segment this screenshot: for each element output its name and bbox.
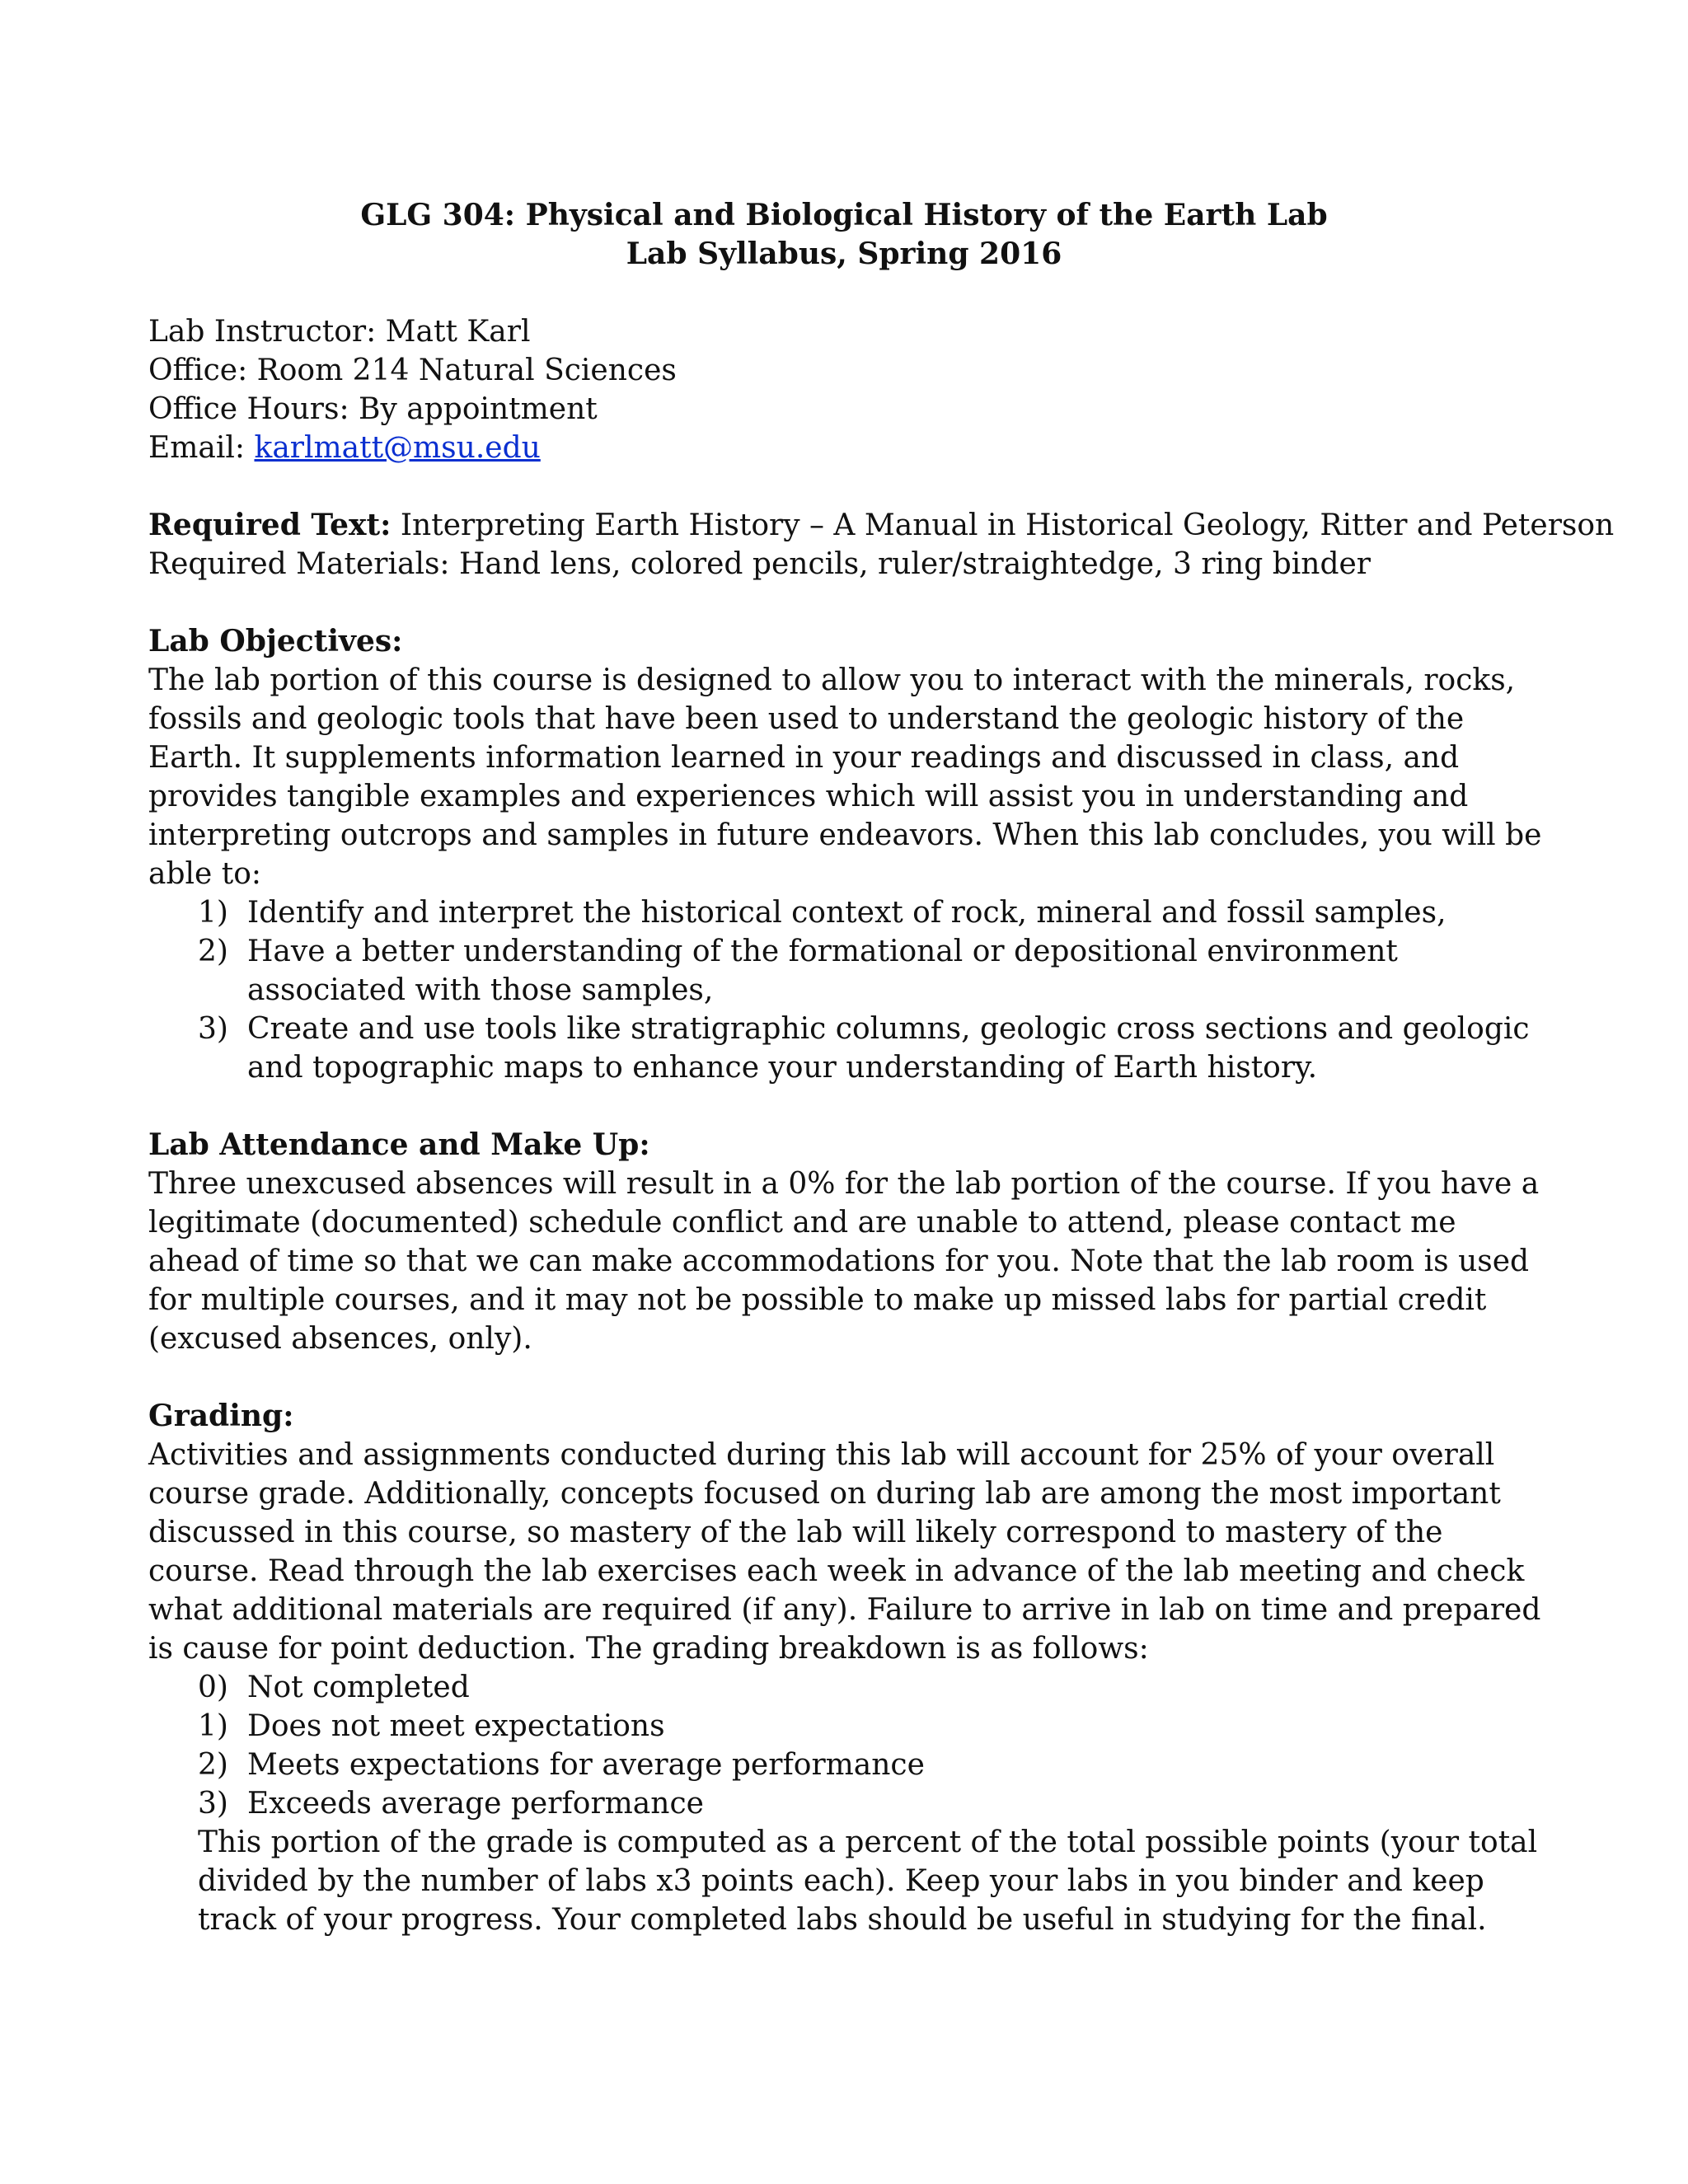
list-text: Create and use tools like stratigraphic columns, geologic cross sections and geologic and topographic maps to enhance your understanding of Earth history.	[247, 1012, 1530, 1085]
attendance-section	[148, 1126, 1550, 1358]
email-link[interactable]: karlmatt@msu.edu	[254, 431, 541, 465]
list-text: Exceeds average performance	[247, 1787, 704, 1821]
office-hours-line: Office Hours: By appointment	[148, 392, 598, 426]
instructor-line: Lab Instructor: Matt Karl	[148, 315, 531, 349]
objectives-paragraph: The lab portion of this course is designed to allow you to interact with the minerals, rocks, fossils and geologic tools that have been used to understand the geologic history of the Earth. It supplements information learned in your readings and discussed in class, and provides tangible examples and experiences which will assist you in understanding and interpreting outcrops and samples in future endeavors. When this lab concludes, you will be able to:	[148, 663, 1542, 891]
list-number: 1)	[198, 896, 228, 930]
list-item	[148, 1707, 1550, 1746]
list-text: Meets expectations for average performance	[247, 1748, 925, 1782]
list-text: Not completed	[247, 1671, 470, 1704]
required-text-label: Required Text:	[148, 508, 392, 542]
list-number: 0)	[198, 1671, 228, 1704]
email-label: Email:	[148, 431, 246, 465]
required-text-line	[148, 506, 1615, 545]
list-item	[148, 1668, 1550, 1707]
attendance-paragraph: Three unexcused absences will result in a 0% for the lab portion of the course. If you have a legitimate (documented) schedule conflict and are unable to attend, please contact me ahead of time so that we can make accommodations for you. Note that the lab room is used for multiple courses, and it may not be possible to make up missed labs for partial credit (excused absences, only).	[148, 1167, 1540, 1356]
grading-list	[148, 1668, 1550, 1823]
objectives-section	[148, 622, 1550, 1087]
objectives-list	[148, 893, 1550, 1087]
list-number: 2)	[198, 1748, 228, 1782]
list-number: 2)	[198, 935, 228, 968]
grading-section	[148, 1397, 1550, 1939]
required-text-value: Interpreting Earth History – A Manual in Historical Geology, Ritter and Peterson	[391, 509, 1615, 542]
list-item	[148, 1746, 1550, 1784]
syllabus-subtitle: Lab Syllabus, Spring 2016	[626, 237, 1062, 271]
page-content	[148, 196, 1615, 1939]
objectives-heading: Lab Objectives:	[148, 624, 403, 658]
grading-paragraph: Activities and assignments conducted during this lab will account for 25% of your overall course grade. Additionally, concepts focused on during lab are among the most important discussed in this course, so mastery of the lab will likely correspond to mastery of the course. Read through the lab exercises each week in advance of the lab meeting and check what additional materials are required (if any). Failure to arrive in lab on time and prepared is cause for point deduction. The grading breakdown is as follows:	[148, 1438, 1541, 1666]
grading-closing-paragraph: This portion of the grade is computed as a percent of the total possible points (your total divided by the number of labs x3 points each). Keep your labs in you binder and keep track of your progress. Your completed labs should be useful in studying for the final.	[198, 1825, 1538, 1937]
attendance-heading: Lab Attendance and Make Up:	[148, 1127, 650, 1162]
list-item	[148, 1010, 1550, 1087]
instructor-info	[148, 312, 1550, 467]
list-text: Identify and interpret the historical context of rock, mineral and fossil samples,	[247, 896, 1447, 930]
grading-heading: Grading:	[148, 1399, 294, 1433]
list-item	[148, 893, 1550, 932]
list-number: 3)	[198, 1787, 228, 1821]
email-line	[148, 429, 1550, 467]
list-text: Does not meet expectations	[247, 1709, 665, 1743]
office-line: Office: Room 214 Natural Sciences	[148, 354, 677, 387]
list-number: 3)	[198, 1012, 228, 1046]
list-text: Have a better understanding of the formational or depositional environment associated with those samples,	[247, 935, 1398, 1007]
course-title: GLG 304: Physical and Biological History of the Earth Lab	[360, 198, 1328, 232]
list-item	[148, 932, 1550, 1010]
required-section	[148, 506, 1615, 583]
required-materials-line: Required Materials: Hand lens, colored pencils, ruler/straightedge, 3 ring binder	[148, 547, 1372, 581]
document-title	[0, 196, 1688, 274]
list-item	[148, 1784, 1550, 1823]
list-number: 1)	[198, 1709, 228, 1743]
